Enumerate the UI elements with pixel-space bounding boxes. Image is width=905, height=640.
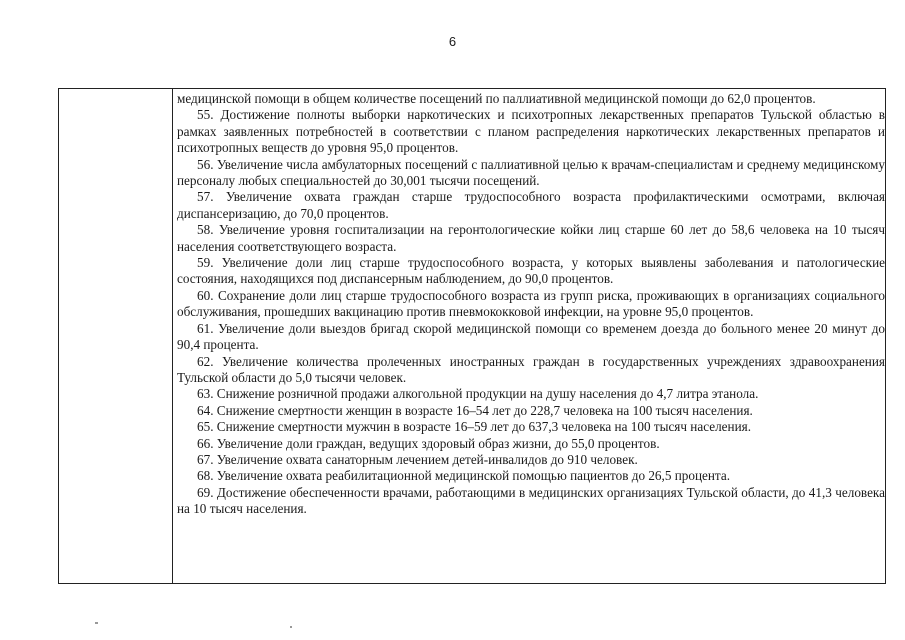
table-text-cell xyxy=(177,91,885,518)
list-item-68: 68. Увеличение охвата реабилитационной медицинской помощью пациентов до 26,5 процента. xyxy=(197,468,730,484)
list-item-60: 60. Сохранение доли лиц старше трудоспособного возраста из групп риска, проживающих в организациях социального обслуживания, прошедших вакцинацию против пневмококковой инфекции, на уровне 95,0 процентов. xyxy=(177,287,885,320)
list-item-59: 59. Увеличение доли лиц старше трудоспособного возраста, у которых выявлены заболевания и патологические состояния, находящихся под диспансерным наблюдением, до 90,0 процентов. xyxy=(177,255,885,287)
list-item-62: 62. Увеличение количества пролеченных иностранных граждан в государственных учреждениях здравоохранения Тульской области до 5,0 тысячи человек. xyxy=(177,353,885,385)
list-item-56: 56. Увеличение числа амбулаторных посещений с паллиативной целью к врачам-специалистам и среднему медицинскому персоналу любых специальностей до 30,001 тысячи посещений. xyxy=(177,156,885,189)
list-item-57: 57. Увеличение охвата граждан старше трудоспособного возраста профилактическими осмотрами, включая диспансеризацию, до 70,0 процентов. xyxy=(177,189,885,221)
list-item-64: 64. Снижение смертности женщин в возрасте 16–54 лет до 228,7 человека на 100 тысяч населения. xyxy=(197,402,753,418)
list-item-67: 67. Увеличение охвата санаторным лечением детей-инвалидов до 910 человек. xyxy=(197,451,638,467)
scan-speck xyxy=(95,622,98,624)
list-item-66: 66. Увеличение доли граждан, ведущих здоровый образ жизни, до 55,0 процентов. xyxy=(197,435,660,451)
list-item-63: 63. Снижение розничной продажи алкогольной продукции на душу населения до 4,7 литра этанола. xyxy=(197,386,759,402)
list-item-69: 69. Достижение обеспеченности врачами, работающими в медицинских организациях Тульской области, до 41,3 человека на 10 тысяч населения. xyxy=(177,484,885,517)
scan-speck xyxy=(290,626,292,628)
list-item-54-continued: медицинской помощи в общем количестве посещений по паллиативной медицинской помощи до 62,0 процентов. xyxy=(177,91,816,106)
list-item-55: 55. Достижение полноты выборки наркотических и психотропных лекарственных препаратов Тульской областью в рамках заявленных потребностей в соответствии с планом распределения наркотических лекарственных препаратов и психотропных веществ до уровня 95,0 процентов. xyxy=(177,107,885,156)
list-item-65: 65. Снижение смертности мужчин в возрасте 16–59 лет до 637,3 человека на 100 тысяч населения. xyxy=(197,419,751,435)
list-item-58: 58. Увеличение уровня госпитализации на геронтологические койки лиц старше 60 лет до 58,6 человека на 10 тысяч населения соответствующего возраста. xyxy=(177,222,885,254)
list-item-61: 61. Увеличение доли выездов бригад скорой медицинской помощи со временем доезда до больного менее 20 минут до 90,4 процента. xyxy=(177,320,885,353)
page-number: 6 xyxy=(448,34,457,49)
table-column-divider xyxy=(172,88,173,584)
